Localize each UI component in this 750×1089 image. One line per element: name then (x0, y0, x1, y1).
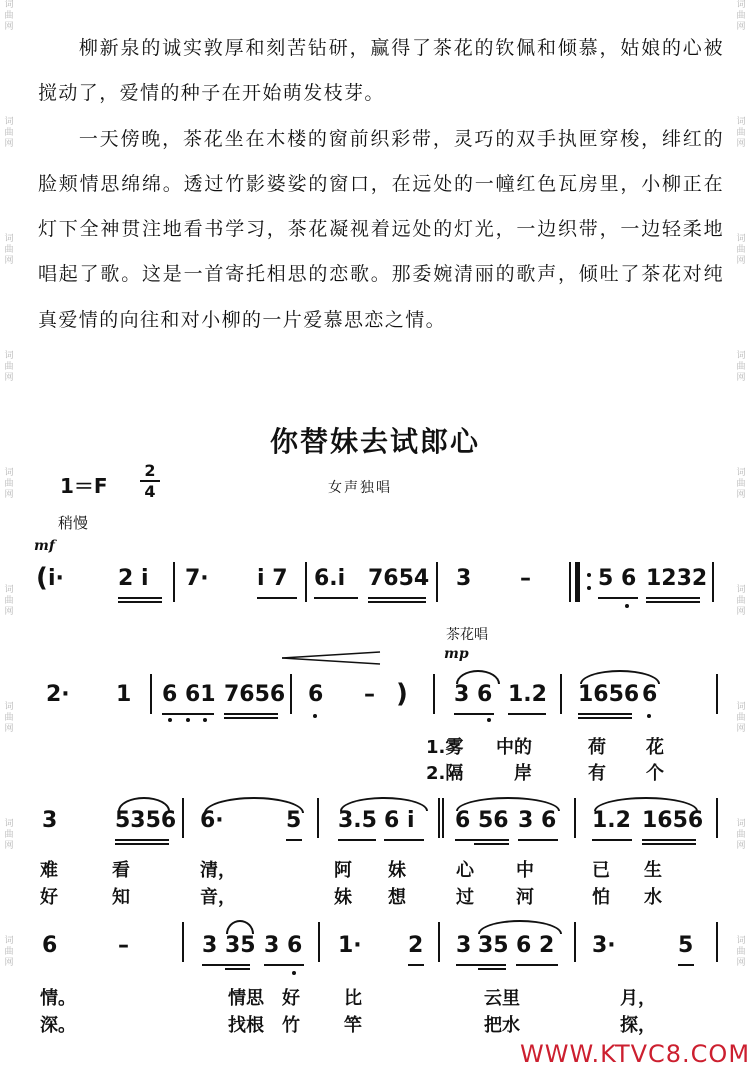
lyric: 河 (516, 887, 534, 908)
note: 35 (225, 933, 256, 958)
side-watermark: 词 曲 网 (4, 234, 14, 266)
underline (115, 839, 169, 841)
lyric: 妹 (334, 887, 352, 908)
paragraph: 一天傍晚，茶花坐在木楼的窗前织彩带，灵巧的双手执匣穿梭，绯红的脸颊情思绵绵。透过竹影婆娑的窗口，在远处的一幢红色瓦房里，小柳正在灯下全神贯注地看书学习，茶花凝视着远处的灯光，一边织带，一边轻柔地唱起了歌。这是一首寄托相思的恋歌。那委婉清丽的歌声，倾吐了茶花对纯真爱情的向往和对小柳的一片爱慕思恋之情。 (38, 127, 724, 331)
underline (456, 964, 506, 966)
repeat-dot (587, 586, 591, 590)
underline (454, 713, 494, 715)
side-watermark: 词 曲 网 (4, 819, 14, 851)
note: 3 (456, 566, 472, 591)
left-watermark-column (0, 0, 18, 1089)
barline (150, 674, 152, 714)
lyric: 比 (344, 988, 362, 1009)
lyric: 已 (592, 860, 610, 881)
underline (578, 717, 632, 719)
barline (438, 922, 440, 962)
lyric: 找根 (228, 1015, 264, 1036)
octave-dot (292, 971, 296, 975)
right-watermark-column (732, 0, 750, 1089)
lyric: 怕 (592, 887, 610, 908)
time-bottom: 4 (144, 482, 156, 501)
underline (478, 968, 506, 970)
note: 6.i (314, 566, 346, 591)
side-watermark: 词 曲 网 (736, 819, 746, 851)
side-watermark: 词 曲 网 (4, 351, 14, 383)
barline (574, 798, 576, 838)
lyric: 竹 (282, 1015, 300, 1036)
lyric: 水 (644, 887, 662, 908)
underline (264, 964, 304, 966)
lyric: 生 (644, 860, 662, 881)
site-watermark: WWW.KTVC8.COM (520, 1040, 750, 1068)
lyric: 妹 (388, 860, 406, 881)
key-signature: 1＝F (60, 474, 108, 498)
underline (384, 839, 424, 841)
lyric: 阿 (334, 860, 352, 881)
lyric: 荷 (588, 737, 606, 758)
song-title: 你替妹去试郎心 (269, 425, 480, 458)
note: 2 (408, 933, 424, 958)
lyric: 云里 (484, 988, 520, 1009)
side-watermark: 词 曲 网 (736, 351, 746, 383)
side-watermark: 词 曲 网 (4, 0, 14, 32)
note: i 7 (257, 566, 288, 591)
barline (433, 674, 435, 714)
underline (642, 843, 696, 845)
note: 5 (286, 808, 302, 833)
lyric: 心 (456, 860, 474, 881)
close-paren: ) (396, 679, 408, 709)
underline (592, 839, 632, 841)
barline (442, 798, 444, 838)
note: 3 (42, 808, 58, 833)
note: 1· (338, 933, 362, 958)
lyric: 情思 (228, 988, 264, 1009)
barline (560, 674, 562, 714)
lyric: 好 (282, 988, 300, 1009)
barline (182, 798, 184, 838)
lyric: 知 (112, 887, 130, 908)
lyric: 想 (388, 887, 406, 908)
lyric: 花 (646, 737, 664, 758)
dynamic-mf: mf (34, 538, 55, 554)
barline (305, 562, 307, 602)
lyric: 深。 (40, 1015, 76, 1036)
note: 6· (200, 808, 224, 833)
barline (182, 922, 184, 962)
note: 3 6 (454, 682, 493, 707)
note: 5 6 (598, 566, 637, 591)
note: 6 (42, 933, 58, 958)
note: i· (48, 566, 64, 591)
underline (202, 964, 250, 966)
underline (474, 843, 509, 845)
underline (518, 839, 558, 841)
lyric: 难 (40, 860, 58, 881)
note: – (364, 682, 375, 707)
lyric: 岸 (514, 763, 532, 784)
lyric: 好 (40, 887, 58, 908)
note: 2· (46, 682, 70, 707)
lyric: 看 (112, 860, 130, 881)
crescendo-hairpin (282, 650, 382, 666)
side-watermark: 词 曲 网 (736, 234, 746, 266)
side-watermark: 词 曲 网 (4, 117, 14, 149)
lyric: 有 (588, 763, 606, 784)
note: 6 (308, 682, 324, 707)
underline (455, 839, 509, 841)
underline (516, 964, 558, 966)
underline (225, 968, 250, 970)
lyric: 中 (516, 860, 534, 881)
octave-dot (647, 714, 651, 718)
lyric: 个 (646, 763, 664, 784)
underline (118, 597, 162, 599)
underline (224, 713, 278, 715)
repeat-dot (587, 573, 591, 577)
barline (317, 798, 319, 838)
barline (712, 562, 714, 602)
note: 6 2 (516, 933, 555, 958)
time-top: 2 (144, 461, 156, 480)
note: 6 56 (455, 808, 509, 833)
slur (226, 920, 254, 934)
underline (314, 597, 358, 599)
side-watermark: 词 曲 网 (736, 468, 746, 500)
note: 5 (678, 933, 694, 958)
underline (508, 713, 546, 715)
octave-dot (625, 604, 629, 608)
barline (290, 674, 292, 714)
underline (646, 601, 700, 603)
note: 3 (456, 933, 472, 958)
note: 5356 (115, 808, 177, 833)
lyric: 把水 (484, 1015, 520, 1036)
lyric: 中的 (496, 737, 532, 758)
underline (368, 597, 426, 599)
lyric: 竿 (344, 1015, 362, 1036)
side-watermark: 词 曲 网 (4, 936, 14, 968)
side-watermark: 词 曲 网 (736, 117, 746, 149)
note: – (520, 566, 531, 591)
note: 1656 (578, 682, 640, 707)
barline (716, 674, 718, 714)
note: 3 6 (264, 933, 303, 958)
singer-label: 茶花唱 (446, 627, 488, 643)
underline (162, 713, 214, 715)
dynamic-mp: mp (444, 646, 469, 662)
note: 1656 (642, 808, 704, 833)
underline (598, 597, 638, 599)
underline (118, 601, 162, 603)
underline (224, 717, 278, 719)
note: 3 (202, 933, 218, 958)
underline (368, 601, 426, 603)
note: 2 i (118, 566, 149, 591)
underline (286, 839, 302, 841)
side-watermark: 词 曲 网 (4, 702, 14, 734)
story-text (38, 26, 724, 343)
underline (578, 713, 632, 715)
note: 1.2 (592, 808, 631, 833)
lyric: 1.雾 (426, 737, 464, 758)
barline (574, 922, 576, 962)
time-signature (140, 462, 160, 500)
side-watermark: 词 曲 网 (4, 468, 14, 500)
lyric: 情。 (40, 988, 76, 1009)
octave-dot (313, 714, 317, 718)
lyric: 过 (456, 887, 474, 908)
underline (646, 597, 700, 599)
side-watermark: 词 曲 网 (736, 702, 746, 734)
note: 7656 (224, 682, 286, 707)
repeat-barline (575, 562, 580, 602)
underline (678, 964, 694, 966)
octave-dot (203, 718, 207, 722)
lyric: 探， (620, 1015, 656, 1036)
side-watermark: 词 曲 网 (736, 0, 746, 32)
note: 6 i (384, 808, 415, 833)
barline (716, 922, 718, 962)
slur (478, 920, 562, 934)
lyric: 清， (200, 860, 236, 881)
barline (716, 798, 718, 838)
note: 7654 (368, 566, 430, 591)
lyric: 月， (620, 988, 656, 1009)
note: 3 6 (518, 808, 557, 833)
barline (318, 922, 320, 962)
underline (257, 597, 297, 599)
octave-dot (186, 718, 190, 722)
note: 1232 (646, 566, 708, 591)
barline (173, 562, 175, 602)
note: 7· (185, 566, 209, 591)
note: 1 (116, 682, 132, 707)
barline (438, 798, 440, 838)
note: 6 61 (162, 682, 216, 707)
note: 3.5 (338, 808, 377, 833)
repeat-barline (569, 562, 571, 602)
performance-type: 女声独唱 (328, 480, 392, 496)
open-paren: ( (36, 563, 48, 593)
octave-dot (487, 718, 491, 722)
paragraph: 柳新泉的诚实敦厚和刻苦钻研，赢得了茶花的钦佩和倾慕，姑娘的心被搅动了，爱情的种子在开始萌发枝芽。 (38, 37, 724, 105)
note: 6 (642, 682, 658, 707)
octave-dot (168, 718, 172, 722)
note: – (118, 933, 129, 958)
note: 3· (592, 933, 616, 958)
note: 35 (478, 933, 509, 958)
underline (115, 843, 169, 845)
note: 1.2 (508, 682, 547, 707)
underline (408, 964, 424, 966)
side-watermark: 词 曲 网 (736, 585, 746, 617)
side-watermark: 词 曲 网 (4, 585, 14, 617)
lyric: 音， (200, 887, 236, 908)
tempo-marking: 稍慢 (58, 514, 89, 532)
barline (436, 562, 438, 602)
underline (642, 839, 696, 841)
lyric: 2.隔 (426, 763, 464, 784)
underline (338, 839, 376, 841)
side-watermark: 词 曲 网 (736, 936, 746, 968)
